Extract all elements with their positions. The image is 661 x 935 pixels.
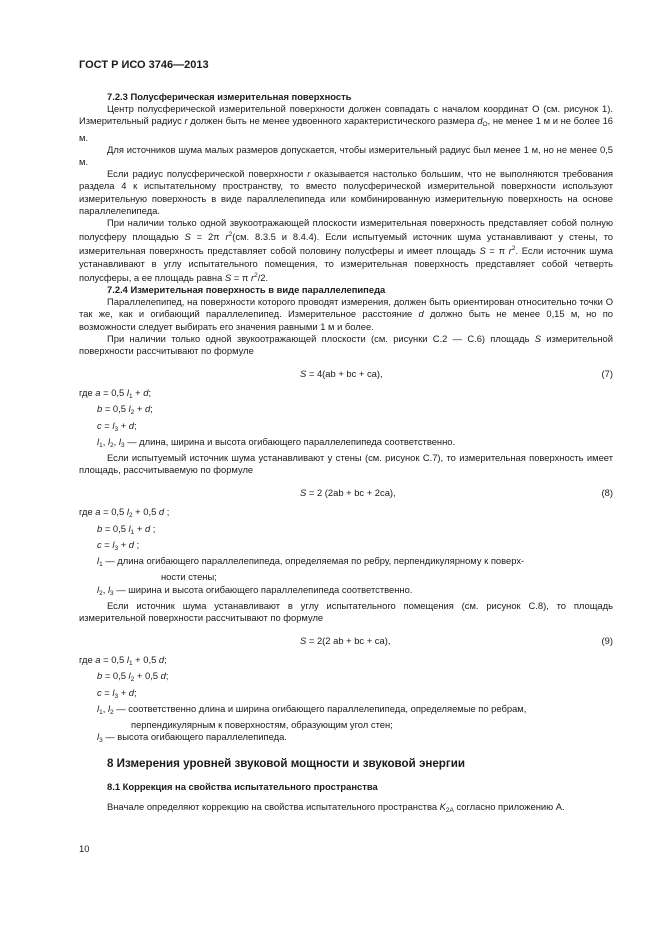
equation-8-legend [79,506,613,599]
equation-number: (9) [601,635,613,647]
equation-9-legend [79,654,613,747]
page-content [79,91,613,817]
paragraph: Параллелепипед, на поверхности которого проводят измерения, должен быть ориентирован относительно точки О так же, как и огибающий параллелепипед. Измерительное расстояние d должно быть не менее 0,15 м, но по возможности следует выбирать его значения равными 1 м и более. [79,296,614,332]
section-8-1-title: 8.1 Коррекция на свойства испытательного пространства [107,780,378,792]
section-7-2-3-title: 7.2.3 Полусферическая измерительная поверхность [107,91,352,102]
legend-row: $l_1$ — длина огибающего параллелепипеда, определяемая по ребру, перпендикулярному к поверх- [97,555,525,569]
paragraph: Если источник шума устанавливают в углу испытательного помещения (см. рисунок С.8), то площадь измерительной поверхности рассчитывают по формуле [79,599,613,623]
legend-row: $l_1$, $l_2$, $l_3$ — длина, ширина и высота огибающего параллелепипеда соответственно. [97,435,456,449]
legend-row-continuation: перпендикулярным к поверхностям, образующим угол стен; [131,718,393,730]
legend-row: b = 0,5 $l_2 + 0,5$ d; [97,670,169,684]
equation-8 [79,487,613,499]
legend-row: где a = 0,5 $l_1 + 0,5$ d; [79,654,167,668]
paragraph: Вначале определяют коррекцию на свойства испытательного пространства $K_{2A}$ согласно приложению А. [107,800,565,814]
legend-row: где a = 0,5 $l_2 + 0,5$ d ; [79,506,170,520]
legend-row: $l_2$, $l_3$ — ширина и высота огибающего параллелепипеда соответственно. [97,583,413,597]
paragraph: Если радиус полусферической поверхности r оказывается настолько большим, что не выполняются требования раздела 4 к испытательному пространству, то вместо полусферической измерительной поверхности используют измерительную поверхность в виде параллелепипеда или комбинированную измерительную поверхность на основе параллелепипеда. [79,168,614,216]
equation-9 [79,635,613,647]
equation-7-legend [79,387,613,452]
equation-formula: S = 4(ab + bc + ca), [300,368,383,380]
equation-number: (8) [601,487,613,499]
legend-row: $c = l_3 + d$; [97,686,137,700]
paragraph: Для источников шума малых размеров допускается, чтобы измерительный радиус был менее 1 м, но не менее 0,5 м. [79,143,613,168]
legend-row-continuation: ности стены; [161,571,217,583]
legend-row: $c = l_3 + d$; [97,419,137,433]
document-header: ГОСТ Р ИСО 3746—2013 [79,59,209,71]
paragraph: При наличии только одной звукоотражающей плоскости (см. рисунки С.2 — С.6) площадь S измерительной поверхности рассчитывают по формуле [79,332,613,357]
legend-row: $l_3$ — высота огибающего параллелепипеда. [97,731,287,745]
equation-number: (7) [601,368,613,380]
equation-formula: S = 2(2 ab + bc + ca), [300,635,391,647]
equation-formula: S = 2 (2ab + bc + 2ca), [300,487,396,499]
paragraph: Если испытуемый источник шума устанавливают у стены (см. рисунок С.7), то измерительная поверхность имеет площадь, рассчитываемую по формуле [79,452,613,476]
paragraph: Центр полусферической измерительной поверхности должен совпадать с началом координат О (см. рисунок 1). Измерительный радиус r должен быть не менее удвоенного характеристического размера $d_O$, не менее 1 м и не более 16 м. [79,103,613,143]
section-8-title: 8 Измерения уровней звуковой мощности и звуковой энергии [107,757,465,771]
equation-7 [79,368,613,380]
legend-row: где a = 0,5 $l_1 + d$; [79,387,152,401]
paragraph: При наличии только одной звукоотражающей плоскости измерительная поверхность представляет собой полную полусферу площадью S = 2π $r^2(см$. 8.3.5 и 8.4.4). Если испытуемый источник шума устанавливают у стены, то измерительная поверхность представляет собой половину полусферы и имеет площадь S = π $r^2$. Если источник шума устанавливают в углу испытательного помещения, то измерительная поверхность представляет собой четверть полусферы, а ее площадь равна S = π $r^2/2$. [79,217,613,283]
section-7-2-4-title: 7.2.4 Измерительная поверхность в виде параллелепипеда [107,284,386,296]
page-number: 10 [79,843,90,854]
legend-row: b = 0,5 $l_2 + d$; [97,403,153,417]
legend-row: b = 0,5 $l_1 + d$ ; [97,522,156,536]
legend-row: $c = l_3 + d$ ; [97,538,140,552]
legend-row: $l_1$, $l_2$ — соответственно длина и ширина огибающего параллелепипеда, определяемые по ребрам, [97,702,527,716]
